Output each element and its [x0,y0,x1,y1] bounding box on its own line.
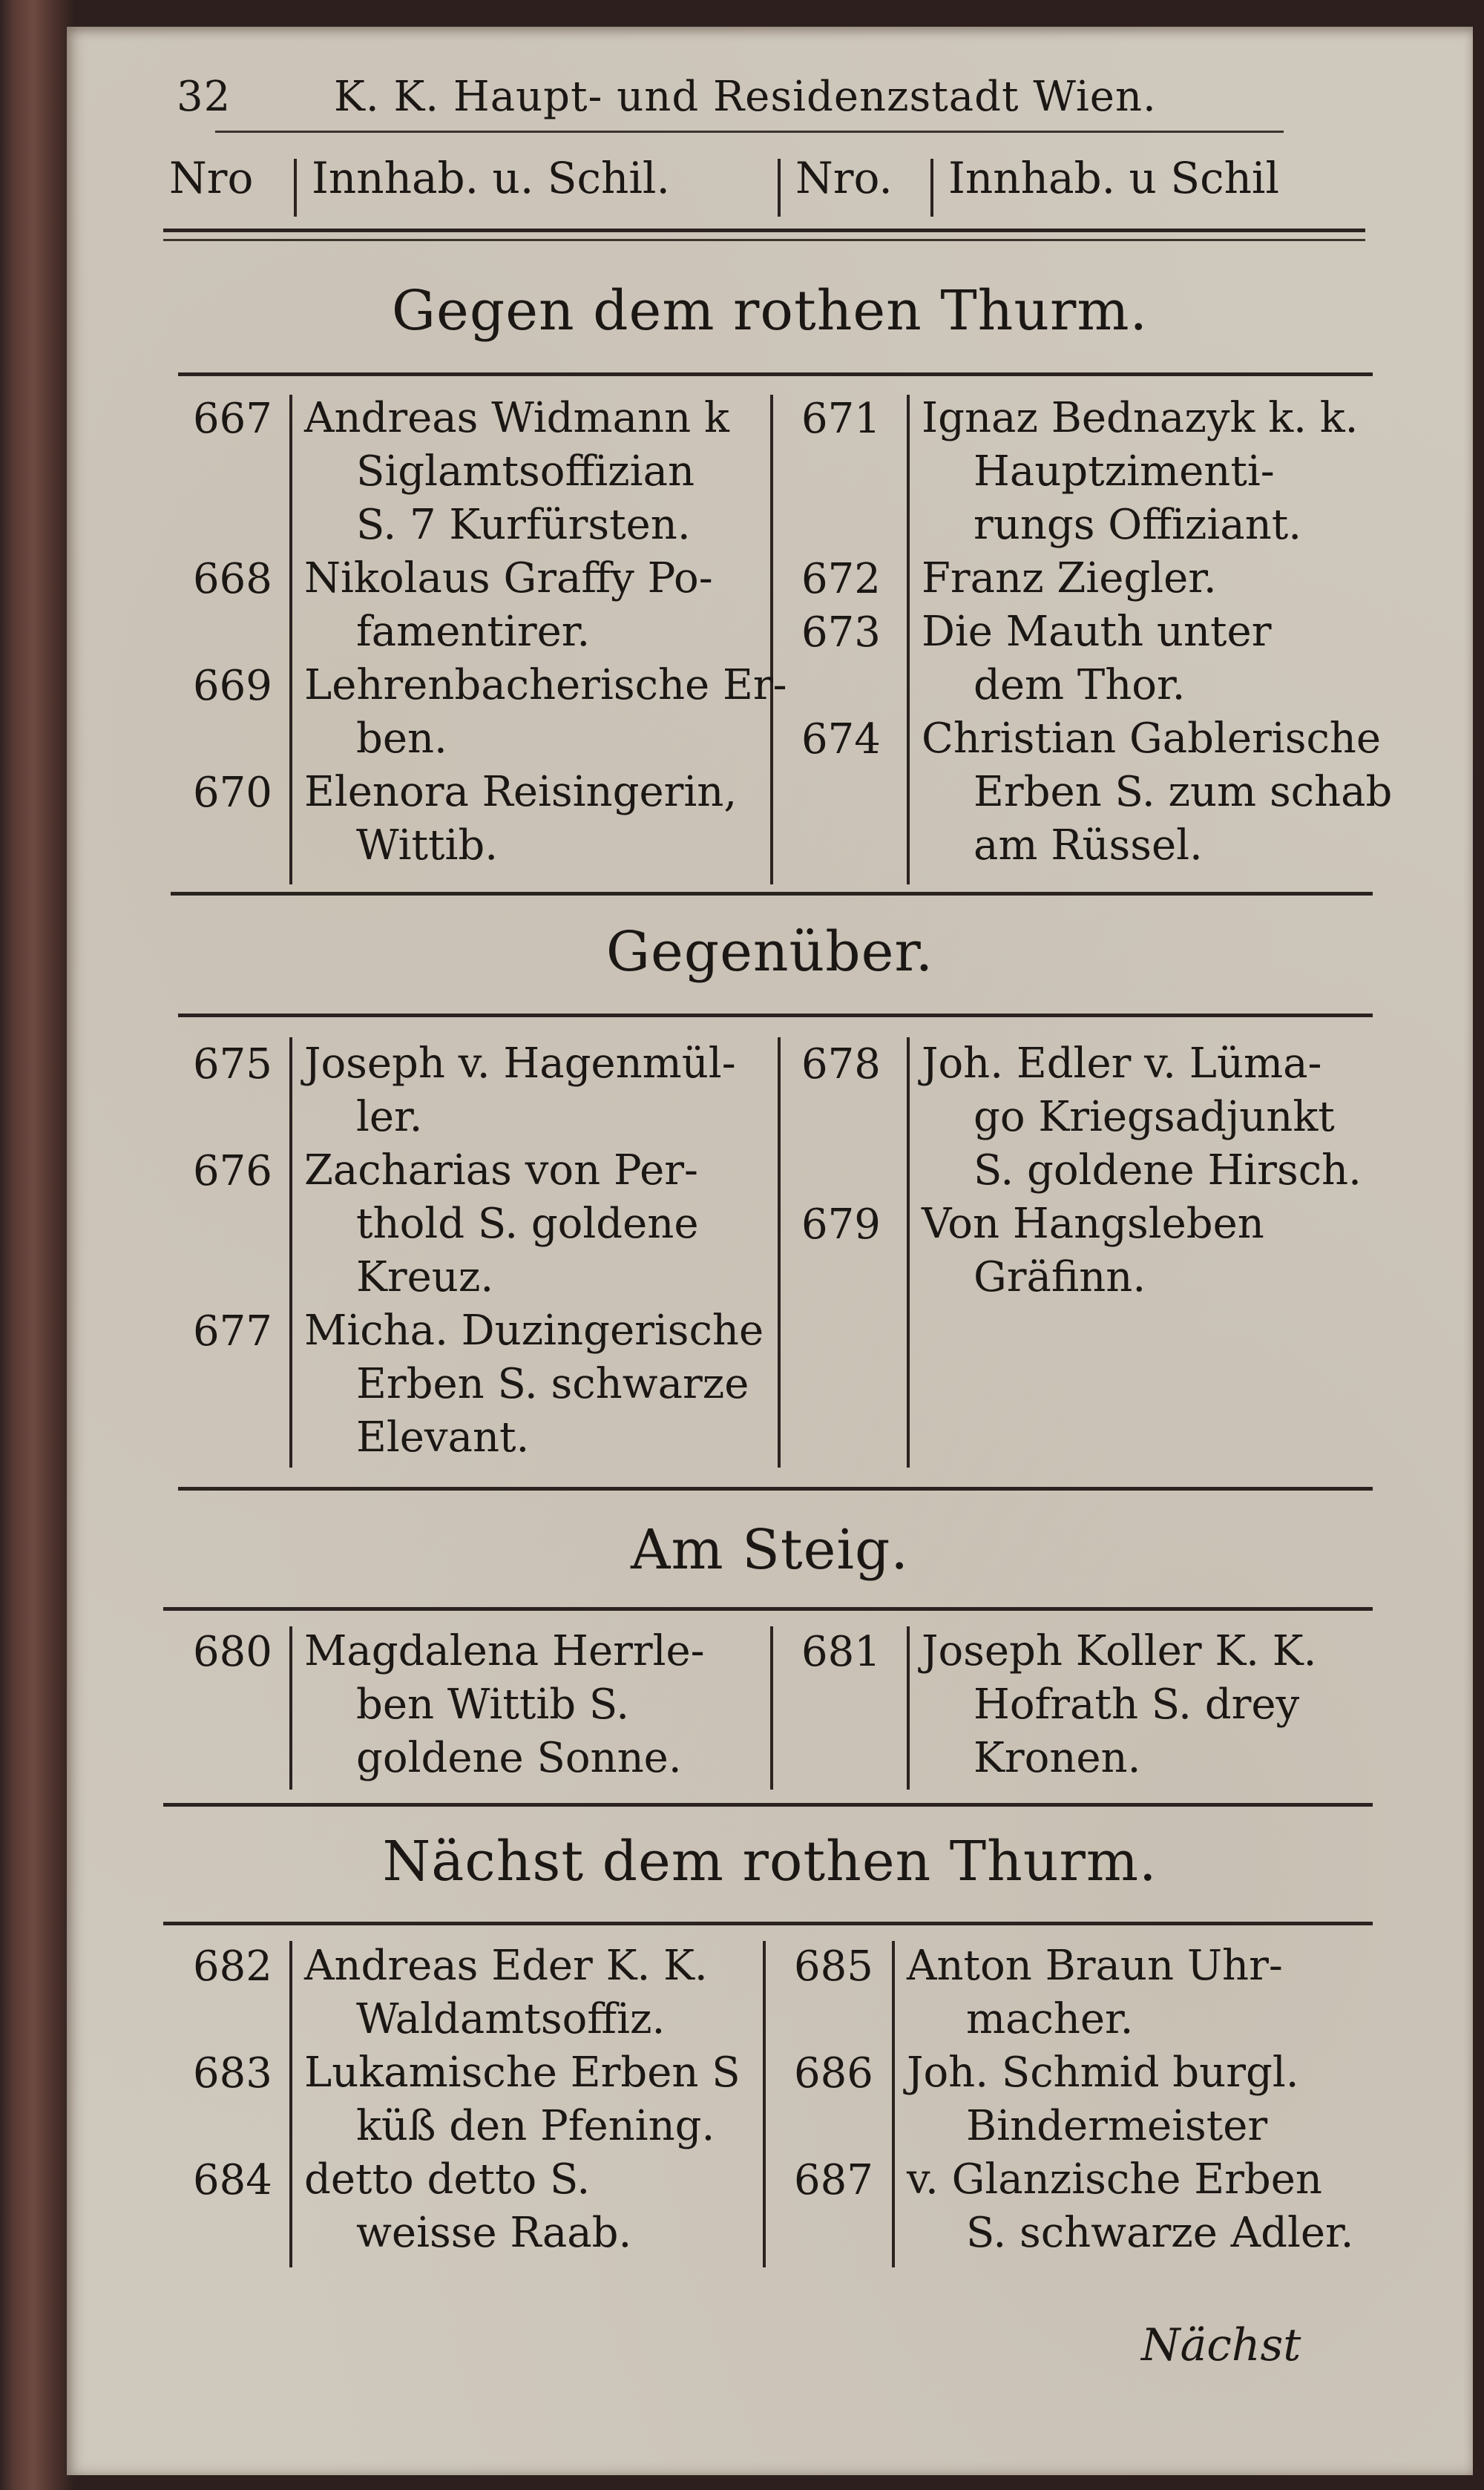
entry-number: 667 [193,395,272,443]
entry-text: ben Wittib S. [356,1681,630,1729]
entry-text: Erben S. schwarze [356,1360,749,1408]
column-divider [892,1941,895,2267]
entry-text: Hauptzimenti- [974,447,1275,496]
entry-number: 669 [193,662,272,710]
header-rule [163,229,1365,232]
entry-text: Andreas Widmann k [304,394,729,442]
entry-text: Magdalena Herrle- [304,1627,705,1675]
entry-text: Kronen. [974,1734,1141,1782]
column-divider [907,1037,910,1468]
entry-text: Franz Ziegler. [922,554,1217,602]
entry-text: Kreuz. [356,1253,494,1301]
column-divider [763,1941,766,2267]
column-divider [907,1626,910,1790]
entry-text: Anton Braun Uhr- [907,1942,1283,1990]
section-title: Am Steig. [631,1518,909,1582]
entry-text: Zacharias von Per- [304,1146,698,1195]
entry-text: v. Glanzische Erben [907,2155,1322,2204]
column-divider [289,1037,292,1468]
entry-number: 678 [801,1040,881,1088]
header-rule [163,239,1365,241]
section-title: Gegenüber. [605,920,934,984]
entry-number: 675 [193,1040,272,1088]
entry-text: Lehrenbacherische Er- [304,661,787,709]
entry-text: Gräfinn. [974,1253,1146,1301]
entry-text: goldene Sonne. [356,1734,682,1782]
entry-text: ler. [356,1093,423,1141]
header-divider [294,159,297,217]
column-divider [289,395,292,884]
entry-text: dem Thor. [974,661,1186,709]
entry-number: 686 [794,2049,873,2098]
header-divider [930,159,933,217]
entry-text: Elevant. [356,1413,530,1462]
entry-text: rungs Offiziant. [974,501,1302,549]
entry-text: Wittib. [356,821,499,870]
entry-text: Die Mauth unter [922,608,1272,656]
entry-text: Andreas Eder K. K. [304,1942,708,1990]
entry-text: Siglamtsoffizian [356,447,695,496]
entry-text: Waldamtsoffiz. [356,1995,666,2043]
entry-text: S. schwarze Adler. [966,2209,1354,2257]
entry-text: thold S. goldene [356,1200,699,1248]
column-divider [907,395,910,884]
running-title: K. K. Haupt- und Residenzstadt Wien. [334,73,1157,121]
entry-text: weisse Raab. [356,2209,632,2257]
entry-text: küß den Pfening. [356,2102,715,2150]
entry-number: 671 [801,395,881,443]
entry-number: 685 [794,1942,873,1991]
column-divider [289,1626,292,1790]
entry-text: go Kriegsadjunkt [974,1093,1335,1141]
entry-text: am Rüssel. [974,821,1203,870]
entry-number: 668 [193,555,272,603]
entry-text: Joh. Schmid burgl. [907,2049,1299,2097]
entry-number: 683 [193,2049,272,2098]
column-header-nro-right: Nro. [795,153,893,203]
entry-number: 684 [193,2156,272,2204]
entry-text: Micha. Duzingerische [304,1307,764,1355]
column-divider [778,1037,781,1468]
column-divider [770,395,773,884]
entry-number: 687 [794,2156,873,2204]
entry-text: Joh. Edler v. Lüma- [922,1039,1322,1088]
entry-number: 673 [801,608,881,657]
head-underline [215,131,1284,133]
entry-text: Joseph Koller K. K. [922,1627,1317,1675]
section-rule [171,892,1373,896]
entry-number: 682 [193,1942,272,1991]
entry-text: Von Hangsleben [922,1200,1264,1248]
section-rule [178,1487,1373,1491]
column-header-nro-left: Nro [169,153,254,203]
section-title: Nächst dem rothen Thurm. [382,1830,1158,1893]
column-header-owner-left: Innhab. u. Schil. [312,153,670,203]
entry-number: 670 [193,769,272,817]
book-page [67,27,1473,2475]
column-divider [770,1626,773,1790]
entry-text: Joseph v. Hagenmül- [304,1039,736,1088]
entry-text: Bindermeister [966,2102,1268,2150]
column-header-owner-right: Innhab. u Schil [948,153,1280,203]
entry-text: S. 7 Kurfürsten. [356,501,691,549]
entry-text: Erben S. zum schab [974,768,1393,816]
entry-text: macher. [966,1995,1134,2043]
entry-number: 672 [801,555,881,603]
entry-text: detto detto S. [304,2155,591,2204]
section-rule [178,372,1373,376]
entry-number: 676 [193,1147,272,1195]
entry-text: S. goldene Hirsch. [974,1146,1362,1195]
catchword: Nächst [1141,2319,1301,2371]
entry-number: 681 [801,1628,881,1676]
entry-number: 677 [193,1307,272,1356]
entry-text: Lukamische Erben S [304,2049,741,2097]
entry-number: 674 [801,715,881,763]
entry-text: Ignaz Bednazyk k. k. [922,394,1359,442]
page-number: 32 [177,73,232,121]
column-divider [289,1941,292,2267]
section-rule [163,1922,1373,1925]
section-rule [163,1607,1373,1611]
entry-text: famentirer. [356,608,591,656]
entry-number: 679 [801,1200,881,1249]
header-divider [778,159,781,217]
entry-text: Nikolaus Graffy Po- [304,554,713,602]
section-title: Gegen dem rothen Thurm. [391,279,1149,343]
entry-text: Christian Gablerische [922,715,1382,763]
entry-text: Elenora Reisingerin, [304,768,738,816]
entry-text: ben. [356,715,447,763]
section-rule [163,1803,1373,1807]
entry-text: Hofrath S. drey [974,1681,1300,1729]
entry-number: 680 [193,1628,272,1676]
section-rule [178,1014,1373,1017]
